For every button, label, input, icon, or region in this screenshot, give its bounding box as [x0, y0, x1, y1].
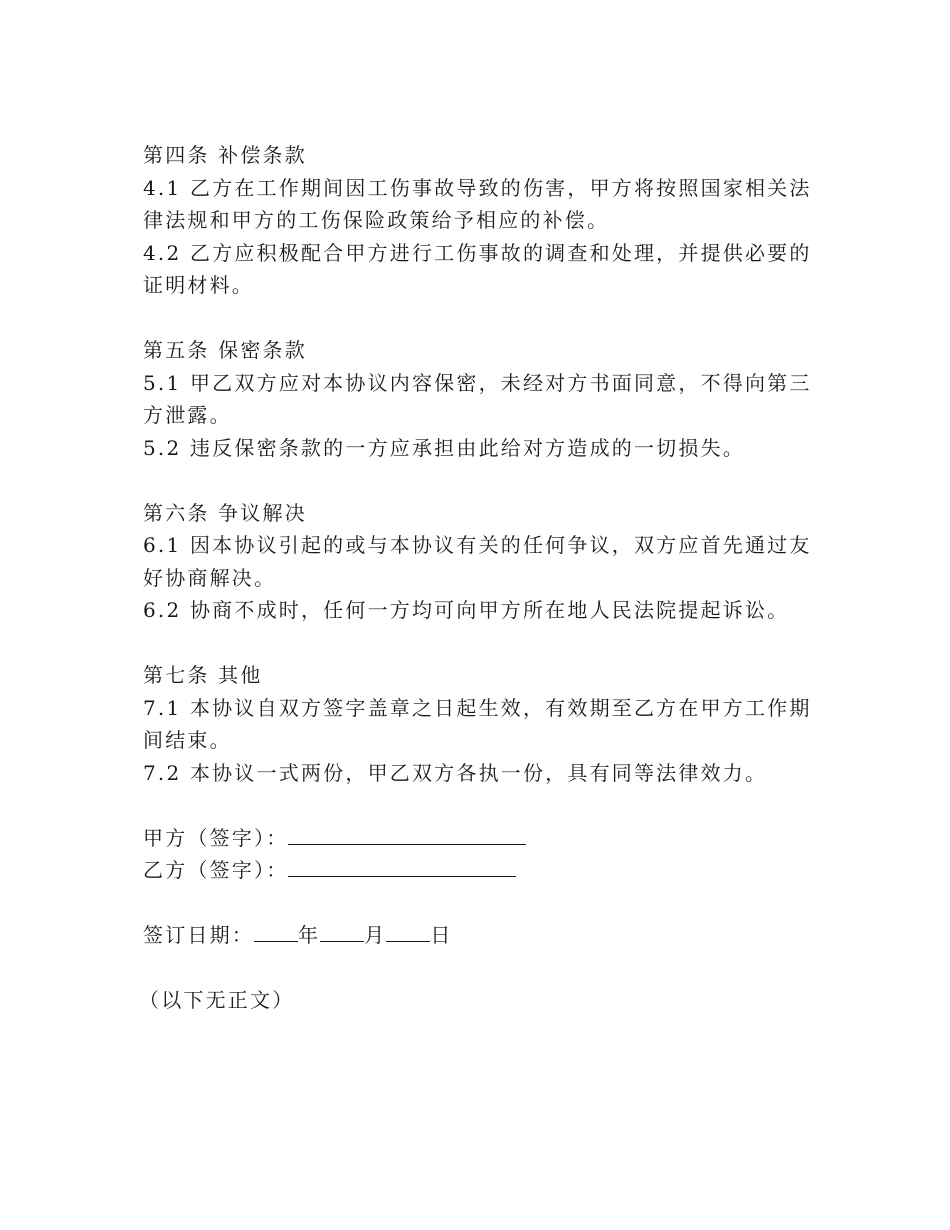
sign-date-label: 签订日期： [143, 923, 254, 947]
spacer [143, 302, 803, 335]
party-a-signature-blank [288, 822, 526, 845]
party-a-signature-label: 甲方（签字）： [143, 825, 289, 850]
year-blank [254, 919, 298, 942]
party-b-signature-label: 乙方（签字）： [143, 858, 289, 882]
clause-4-1-line-2: 律法规和甲方的工伤保险政策给予相应的补偿。 [143, 208, 610, 232]
spacer [143, 627, 803, 660]
clause-5-1-line-2: 方泄露。 [143, 403, 232, 427]
document-body [139, 139, 812, 1017]
party-a-signature-row [143, 822, 803, 855]
party-b-signature-row [143, 854, 803, 887]
day-blank [386, 919, 430, 942]
spacer [143, 789, 803, 822]
end-note: （以下无正文） [139, 988, 295, 1012]
party-b-signature-blank [288, 854, 516, 877]
article-4-heading: 第四条 补偿条款 [143, 143, 307, 167]
clause-7-2-line-1: 7.2 本协议一式两份，甲乙双方各执一份，具有同等法律效力。 [143, 760, 768, 785]
month-blank [320, 919, 364, 942]
day-label: 日 [430, 923, 453, 947]
clause-6-1-line-1: 6.1 因本协议引起的或与本协议有关的任何争议，双方应首先通过友 [143, 533, 812, 557]
year-label: 年 [298, 923, 321, 947]
clause-4-2-line-1: 4.2 乙方应积极配合甲方进行工伤事故的调查和处理，并提供必要的 [143, 240, 812, 265]
clause-4-2-line-2: 证明材料。 [143, 273, 254, 297]
spacer [143, 464, 803, 497]
clause-6-1-line-2: 好协商解决。 [143, 565, 277, 590]
article-7-heading: 第七条 其他 [143, 663, 263, 687]
clause-5-2-line-1: 5.2 违反保密条款的一方应承担由此给对方造成的一切损失。 [143, 435, 745, 460]
clause-7-1-line-2: 间结束。 [143, 728, 232, 752]
clause-7-1-line-1: 7.1 本协议自双方签字盖章之日起生效，有效期至乙方在甲方工作期 [143, 695, 812, 720]
article-5-heading: 第五条 保密条款 [143, 338, 307, 362]
sign-date-row [143, 919, 803, 952]
spacer [143, 887, 803, 920]
clause-4-1-line-1: 4.1 乙方在工作期间因工伤事故导致的伤害，甲方将按照国家相关法 [143, 175, 812, 200]
clause-6-2-line-1: 6.2 协商不成时，任何一方均可向甲方所在地人民法院提起诉讼。 [143, 598, 790, 622]
spacer [143, 952, 803, 985]
month-label: 月 [364, 923, 387, 947]
article-6-heading: 第六条 争议解决 [143, 500, 307, 525]
clause-5-1-line-1: 5.1 甲乙双方应对本协议内容保密，未经对方书面同意，不得向第三 [143, 370, 812, 395]
